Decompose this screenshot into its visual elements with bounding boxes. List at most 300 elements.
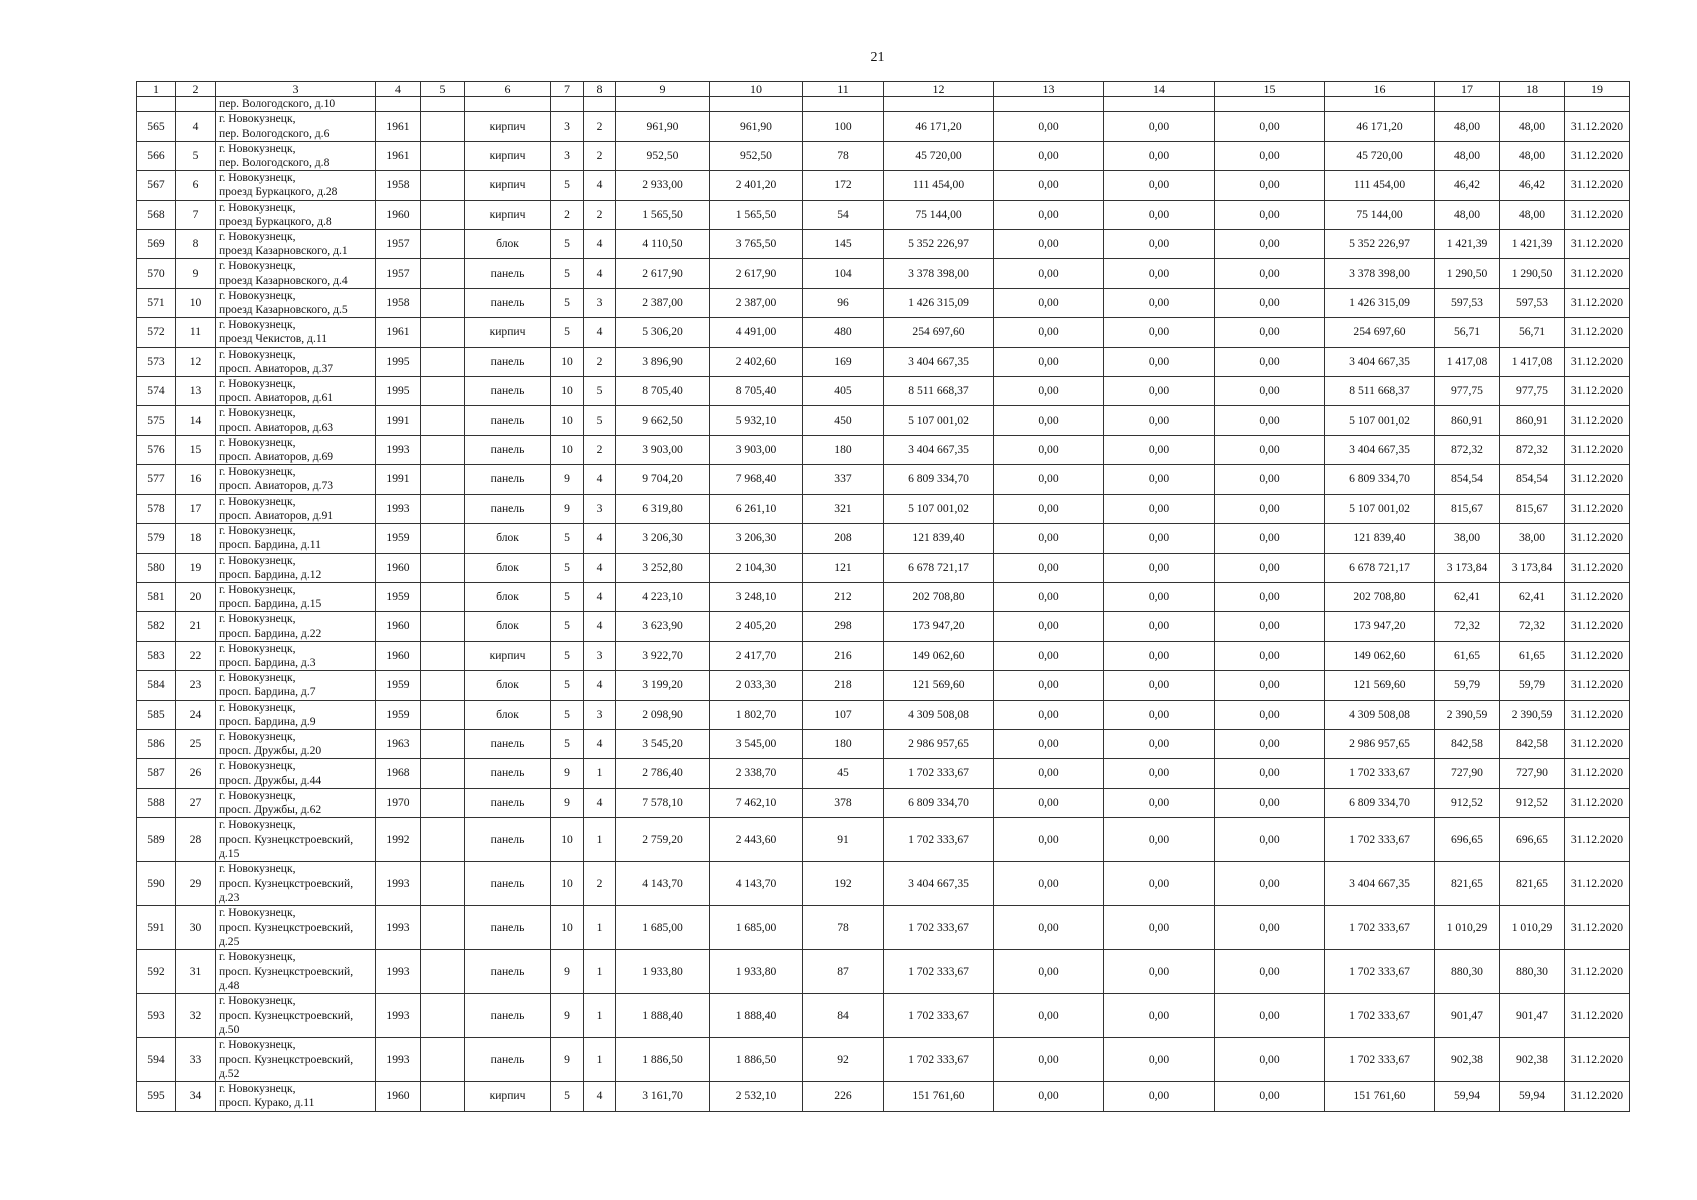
cell-col-7: 5 (551, 230, 584, 259)
cell-col-9: 1 565,50 (616, 200, 710, 229)
cell-col-13: 0,00 (994, 171, 1104, 200)
address-cell: г. Новокузнецк, просп. Авиаторов, д.37 (216, 347, 376, 376)
cell-col-6: панель (465, 906, 551, 950)
cell-col-1: 581 (137, 582, 176, 611)
cell-col-16: 111 454,00 (1325, 171, 1435, 200)
column-header-11: 11 (803, 82, 884, 97)
cell-col-10: 6 261,10 (710, 494, 803, 523)
table-row (137, 788, 1630, 817)
cell-col-1: 571 (137, 288, 176, 317)
cell-col-1: 591 (137, 906, 176, 950)
cell-col-5 (421, 700, 465, 729)
cell-col-15: 0,00 (1215, 494, 1325, 523)
table-row (137, 494, 1630, 523)
cell-col-15: 0,00 (1215, 200, 1325, 229)
cell-col-15: 0,00 (1215, 259, 1325, 288)
cell-col-19: 31.12.2020 (1565, 862, 1630, 906)
cell-col-2: 16 (176, 465, 216, 494)
cell-col-1: 577 (137, 465, 176, 494)
cell-col-16: 202 708,80 (1325, 582, 1435, 611)
table-row (137, 862, 1630, 906)
cell-col-14: 0,00 (1104, 553, 1215, 582)
cell-col-13: 0,00 (994, 906, 1104, 950)
cell-col-14: 0,00 (1104, 862, 1215, 906)
cell-col-15: 0,00 (1215, 862, 1325, 906)
cell-col-2: 25 (176, 729, 216, 758)
cell-col-2: 6 (176, 171, 216, 200)
cell-col-19: 31.12.2020 (1565, 112, 1630, 141)
address-cell: г. Новокузнецк, просп. Бардина, д.9 (216, 700, 376, 729)
cell-col-5 (421, 377, 465, 406)
cell-col-5 (421, 612, 465, 641)
cell-col-11: 84 (803, 994, 884, 1038)
table-row (137, 818, 1630, 862)
cell-col-15: 0,00 (1215, 671, 1325, 700)
cell-col-15: 0,00 (1215, 950, 1325, 994)
cell-col-19: 31.12.2020 (1565, 818, 1630, 862)
cell-col-17: 1 421,39 (1435, 230, 1500, 259)
cell-col-15: 0,00 (1215, 377, 1325, 406)
cell-col-16: 2 986 957,65 (1325, 729, 1435, 758)
cell-col-12: 3 404 667,35 (884, 862, 994, 906)
cell-col-19: 31.12.2020 (1565, 230, 1630, 259)
cell-col-10: 1 802,70 (710, 700, 803, 729)
cell-col-19: 31.12.2020 (1565, 435, 1630, 464)
cell-col-14: 0,00 (1104, 950, 1215, 994)
cell-col-11: 450 (803, 406, 884, 435)
cell-col-10: 2 104,30 (710, 553, 803, 582)
cell-col-15: 0,00 (1215, 524, 1325, 553)
cell-col-8: 4 (584, 465, 616, 494)
address-cell: г. Новокузнецк, просп. Дружбы, д.44 (216, 759, 376, 788)
cell-col-7: 10 (551, 435, 584, 464)
cell-col-19: 31.12.2020 (1565, 641, 1630, 670)
cell-col-8: 4 (584, 788, 616, 817)
cell-col-15: 0,00 (1215, 582, 1325, 611)
cell-col-10: 2 387,00 (710, 288, 803, 317)
cell-col-11: 480 (803, 318, 884, 347)
cell-col-16: 1 702 333,67 (1325, 759, 1435, 788)
cell-col-4: 1959 (376, 524, 421, 553)
cell-col-15: 0,00 (1215, 141, 1325, 170)
cell-col-7: 5 (551, 700, 584, 729)
address-cell: г. Новокузнецк, пер. Вологодского, д.6 (216, 112, 376, 141)
column-header-7: 7 (551, 82, 584, 97)
cell-col-14: 0,00 (1104, 1082, 1215, 1111)
cell-col-18: 48,00 (1500, 200, 1565, 229)
table-row (137, 141, 1630, 170)
address-cell: г. Новокузнецк, просп. Бардина, д.11 (216, 524, 376, 553)
cell-col-11: 78 (803, 906, 884, 950)
address-cell: г. Новокузнецк, просп. Кузнецкстроевский, д.23 (216, 862, 376, 906)
cell-col-11: 87 (803, 950, 884, 994)
cell-col-13: 0,00 (994, 347, 1104, 376)
cell-col-19: 31.12.2020 (1565, 950, 1630, 994)
cell-col-6: кирпич (465, 318, 551, 347)
cell-col-7: 5 (551, 612, 584, 641)
cell-col-18: 59,79 (1500, 671, 1565, 700)
cell-col-15: 0,00 (1215, 406, 1325, 435)
cell-col-5 (421, 1038, 465, 1082)
cell-col-1: 583 (137, 641, 176, 670)
cell-col-4: 1993 (376, 950, 421, 994)
cell-col-12: 4 309 508,08 (884, 700, 994, 729)
cell-col-10: 8 705,40 (710, 377, 803, 406)
cell-col-14: 0,00 (1104, 377, 1215, 406)
cell-col-9: 2 098,90 (616, 700, 710, 729)
cell-col-18: 3 173,84 (1500, 553, 1565, 582)
cell-col-15: 0,00 (1215, 818, 1325, 862)
cell-col-15: 0,00 (1215, 612, 1325, 641)
cell-col-8: 1 (584, 818, 616, 862)
cell-col-13: 0,00 (994, 700, 1104, 729)
cell-col-10: 952,50 (710, 141, 803, 170)
table-row (137, 729, 1630, 758)
cell-col-7: 10 (551, 906, 584, 950)
cell-col-4: 1961 (376, 112, 421, 141)
address-cell: г. Новокузнецк, просп. Авиаторов, д.61 (216, 377, 376, 406)
table-row (137, 171, 1630, 200)
cell-col-8: 2 (584, 435, 616, 464)
cell-col-11: 208 (803, 524, 884, 553)
cell-col-15: 0,00 (1215, 906, 1325, 950)
cell-col-4: 1992 (376, 818, 421, 862)
cell-col-6: кирпич (465, 171, 551, 200)
cell-col-1: 578 (137, 494, 176, 523)
table-row (137, 994, 1630, 1038)
cell-col-13: 0,00 (994, 230, 1104, 259)
cell-col-6: панель (465, 1038, 551, 1082)
cell-col-6: панель (465, 435, 551, 464)
cell-col-6: панель (465, 950, 551, 994)
cell-col-15: 0,00 (1215, 788, 1325, 817)
cell-col-4: 1993 (376, 906, 421, 950)
cell-col-10: 3 248,10 (710, 582, 803, 611)
cell-col-15: 0,00 (1215, 230, 1325, 259)
cell-col-16: 3 378 398,00 (1325, 259, 1435, 288)
cell-col-19: 31.12.2020 (1565, 906, 1630, 950)
cell-col-15: 0,00 (1215, 1038, 1325, 1082)
cell-col-9: 2 786,40 (616, 759, 710, 788)
cell-col-17: 62,41 (1435, 582, 1500, 611)
cell-col-12: 1 702 333,67 (884, 950, 994, 994)
cell-col-8: 4 (584, 259, 616, 288)
cell-col-2: 34 (176, 1082, 216, 1111)
cell-col-14: 0,00 (1104, 994, 1215, 1038)
cell-col-12: 254 697,60 (884, 318, 994, 347)
cell-col-1: 572 (137, 318, 176, 347)
cell-col-12: 6 809 334,70 (884, 465, 994, 494)
column-header-6: 6 (465, 82, 551, 97)
cell-col-4: 1960 (376, 612, 421, 641)
cell-col-9: 3 199,20 (616, 671, 710, 700)
cell-col-12: 1 426 315,09 (884, 288, 994, 317)
cell-col-2: 18 (176, 524, 216, 553)
cell-col-5 (421, 141, 465, 170)
cell-col-16: 5 352 226,97 (1325, 230, 1435, 259)
cell-col-5 (421, 553, 465, 582)
cell-col-19: 31.12.2020 (1565, 671, 1630, 700)
cell-col-19: 31.12.2020 (1565, 788, 1630, 817)
cell-col-14: 0,00 (1104, 671, 1215, 700)
cell-col-11: 100 (803, 112, 884, 141)
column-header-9: 9 (616, 82, 710, 97)
cell-col-4: 1968 (376, 759, 421, 788)
cell-col-14: 0,00 (1104, 406, 1215, 435)
cell-col-16: 3 404 667,35 (1325, 435, 1435, 464)
cell-col-12: 5 107 001,02 (884, 494, 994, 523)
cell-col-8: 2 (584, 862, 616, 906)
cell-col-8: 2 (584, 200, 616, 229)
cell-col-9: 6 319,80 (616, 494, 710, 523)
cell-col-7: 9 (551, 1038, 584, 1082)
table-row (137, 906, 1630, 950)
cell-col-14: 0,00 (1104, 524, 1215, 553)
cell-col-19: 31.12.2020 (1565, 994, 1630, 1038)
address-cell: г. Новокузнецк, просп. Бардина, д.3 (216, 641, 376, 670)
cell-col-11: 216 (803, 641, 884, 670)
cell-col-12: 202 708,80 (884, 582, 994, 611)
cell-col-2: 32 (176, 994, 216, 1038)
table-row (137, 318, 1630, 347)
cell-col-17: 727,90 (1435, 759, 1500, 788)
cell-col-7: 5 (551, 171, 584, 200)
cell-col-8: 1 (584, 759, 616, 788)
address-cell: г. Новокузнецк, просп. Авиаторов, д.73 (216, 465, 376, 494)
address-cell: г. Новокузнецк, проезд Казарновского, д.1 (216, 230, 376, 259)
cell-col-13: 0,00 (994, 818, 1104, 862)
cell-col-9: 4 110,50 (616, 230, 710, 259)
cell-col-6: панель (465, 759, 551, 788)
cell-col-8: 1 (584, 950, 616, 994)
cell-col-9: 961,90 (616, 112, 710, 141)
cell-col-13: 0,00 (994, 582, 1104, 611)
cell-col-5 (421, 950, 465, 994)
cell-col-4: 1970 (376, 788, 421, 817)
cell-col-6: блок (465, 524, 551, 553)
table-row (137, 435, 1630, 464)
cell-col-11: 378 (803, 788, 884, 817)
address-cell: г. Новокузнецк, проезд Казарновского, д.4 (216, 259, 376, 288)
cell-col-17: 72,32 (1435, 612, 1500, 641)
cell-col-12: 3 404 667,35 (884, 435, 994, 464)
cell-col-4: 1995 (376, 347, 421, 376)
cell-col-17: 821,65 (1435, 862, 1500, 906)
cell-col-10: 1 888,40 (710, 994, 803, 1038)
cell-col-19: 31.12.2020 (1565, 465, 1630, 494)
cell-col-17: 860,91 (1435, 406, 1500, 435)
cell-col-1: 580 (137, 553, 176, 582)
address-cell: г. Новокузнецк, просп. Авиаторов, д.69 (216, 435, 376, 464)
cell-col-5 (421, 171, 465, 200)
cell-col-13: 0,00 (994, 1082, 1104, 1111)
cell-col-17: 597,53 (1435, 288, 1500, 317)
cell-col-13: 0,00 (994, 200, 1104, 229)
cell-col-9: 2 387,00 (616, 288, 710, 317)
cell-col-19: 31.12.2020 (1565, 318, 1630, 347)
cell-col-18: 59,94 (1500, 1082, 1565, 1111)
cell-col-18: 696,65 (1500, 818, 1565, 862)
cell-col-8: 5 (584, 377, 616, 406)
table-row (137, 582, 1630, 611)
column-number-header (137, 82, 1630, 97)
cell-col-2: 12 (176, 347, 216, 376)
table-row (137, 406, 1630, 435)
cell-col-10: 2 532,10 (710, 1082, 803, 1111)
address-cell: г. Новокузнецк, просп. Кузнецкстроевский, д.48 (216, 950, 376, 994)
table-row (137, 612, 1630, 641)
cell-col-17: 901,47 (1435, 994, 1500, 1038)
cell-col-1: 566 (137, 141, 176, 170)
cell-col-8: 4 (584, 318, 616, 347)
cell-col-8: 4 (584, 612, 616, 641)
cell-col-18: 880,30 (1500, 950, 1565, 994)
cell-col-1: 574 (137, 377, 176, 406)
cell-col-13: 0,00 (994, 494, 1104, 523)
cell-col-18: 1 290,50 (1500, 259, 1565, 288)
cell-col-8: 1 (584, 906, 616, 950)
cell-col-19: 31.12.2020 (1565, 377, 1630, 406)
column-header-5: 5 (421, 82, 465, 97)
cell-col-6: панель (465, 259, 551, 288)
cell-col-16: 4 309 508,08 (1325, 700, 1435, 729)
cell-col-16: 1 426 315,09 (1325, 288, 1435, 317)
column-header-1: 1 (137, 82, 176, 97)
cell-col-17: 48,00 (1435, 200, 1500, 229)
address-cell: г. Новокузнецк, просп. Бардина, д.22 (216, 612, 376, 641)
cell-col-8: 4 (584, 524, 616, 553)
column-header-14: 14 (1104, 82, 1215, 97)
cell-col-2: 24 (176, 700, 216, 729)
cell-col-1: 576 (137, 435, 176, 464)
cell-col-7: 3 (551, 112, 584, 141)
table-row (137, 259, 1630, 288)
cell-col-8: 4 (584, 171, 616, 200)
cell-col-1: 588 (137, 788, 176, 817)
cell-col-17: 56,71 (1435, 318, 1500, 347)
cell-col-7: 5 (551, 259, 584, 288)
cell-col-11: 91 (803, 818, 884, 862)
cell-col-7: 5 (551, 671, 584, 700)
cell-col-9: 9 662,50 (616, 406, 710, 435)
table-row (137, 377, 1630, 406)
cell-col-6: кирпич (465, 141, 551, 170)
cell-col-14: 0,00 (1104, 582, 1215, 611)
cell-col-16: 6 809 334,70 (1325, 465, 1435, 494)
cell-col-17: 48,00 (1435, 141, 1500, 170)
cell-col-4: 1991 (376, 465, 421, 494)
cell-col-9: 3 922,70 (616, 641, 710, 670)
table-row (137, 553, 1630, 582)
cell-col-12: 151 761,60 (884, 1082, 994, 1111)
cell-col-1: 589 (137, 818, 176, 862)
cell-col-12: 3 378 398,00 (884, 259, 994, 288)
table-row (137, 524, 1630, 553)
cell-col-9: 1 933,80 (616, 950, 710, 994)
cell-col-17: 59,94 (1435, 1082, 1500, 1111)
cell-col-13: 0,00 (994, 950, 1104, 994)
cell-col-5 (421, 671, 465, 700)
table-row (137, 950, 1630, 994)
cell-col-5 (421, 347, 465, 376)
cell-col-13: 0,00 (994, 759, 1104, 788)
cell-col-8: 3 (584, 641, 616, 670)
cell-col-17: 1 290,50 (1435, 259, 1500, 288)
cell-col-9: 2 933,00 (616, 171, 710, 200)
cell-col-17: 2 390,59 (1435, 700, 1500, 729)
cell-col-18: 727,90 (1500, 759, 1565, 788)
cell-col-18: 38,00 (1500, 524, 1565, 553)
table-row (137, 1082, 1630, 1111)
column-header-10: 10 (710, 82, 803, 97)
cell-col-13: 0,00 (994, 641, 1104, 670)
cell-col-11: 169 (803, 347, 884, 376)
cell-col-14: 0,00 (1104, 288, 1215, 317)
cell-col-18: 860,91 (1500, 406, 1565, 435)
cell-col-15: 0,00 (1215, 465, 1325, 494)
cell-col-12: 1 702 333,67 (884, 994, 994, 1038)
cell-col-5 (421, 862, 465, 906)
cell-col-10: 4 143,70 (710, 862, 803, 906)
address-cell: г. Новокузнецк, просп. Кузнецкстроевский, д.50 (216, 994, 376, 1038)
cell-col-16: 3 404 667,35 (1325, 862, 1435, 906)
cell-col-9: 7 578,10 (616, 788, 710, 817)
cell-col-7: 9 (551, 759, 584, 788)
cell-col-5 (421, 582, 465, 611)
cell-col-13: 0,00 (994, 141, 1104, 170)
cell-col-13: 0,00 (994, 377, 1104, 406)
address-cell: г. Новокузнецк, просп. Бардина, д.15 (216, 582, 376, 611)
cell-col-1: 592 (137, 950, 176, 994)
cell-col-19: 31.12.2020 (1565, 288, 1630, 317)
cell-col-4: 1993 (376, 435, 421, 464)
cell-col-6: кирпич (465, 200, 551, 229)
cell-col-17: 842,58 (1435, 729, 1500, 758)
cell-col-16: 3 404 667,35 (1325, 347, 1435, 376)
cell-col-12: 46 171,20 (884, 112, 994, 141)
cell-col-11: 54 (803, 200, 884, 229)
cell-col-5 (421, 994, 465, 1038)
address-cell: г. Новокузнецк, просп. Дружбы, д.62 (216, 788, 376, 817)
cell-col-1: 594 (137, 1038, 176, 1082)
cell-col-5 (421, 818, 465, 862)
cell-col-7: 5 (551, 288, 584, 317)
cell-col-16: 121 839,40 (1325, 524, 1435, 553)
cell-col-17: 902,38 (1435, 1038, 1500, 1082)
cell-col-12: 6 809 334,70 (884, 788, 994, 817)
cell-col-11: 298 (803, 612, 884, 641)
cell-col-10: 961,90 (710, 112, 803, 141)
cell-col-10: 2 402,60 (710, 347, 803, 376)
cell-col-2: 15 (176, 435, 216, 464)
cell-col-17: 872,32 (1435, 435, 1500, 464)
cell-col-2: 31 (176, 950, 216, 994)
cell-col-13: 0,00 (994, 994, 1104, 1038)
cell-col-12: 173 947,20 (884, 612, 994, 641)
column-header-13: 13 (994, 82, 1104, 97)
cell-col-7: 9 (551, 788, 584, 817)
cell-col-16: 8 511 668,37 (1325, 377, 1435, 406)
cell-col-7: 9 (551, 950, 584, 994)
cell-col-13: 0,00 (994, 435, 1104, 464)
cell-col-14: 0,00 (1104, 641, 1215, 670)
cell-col-10: 3 206,30 (710, 524, 803, 553)
cell-col-7: 10 (551, 818, 584, 862)
cell-col-9: 2 617,90 (616, 259, 710, 288)
cell-col-12: 8 511 668,37 (884, 377, 994, 406)
cell-col-7: 10 (551, 347, 584, 376)
cell-col-11: 405 (803, 377, 884, 406)
